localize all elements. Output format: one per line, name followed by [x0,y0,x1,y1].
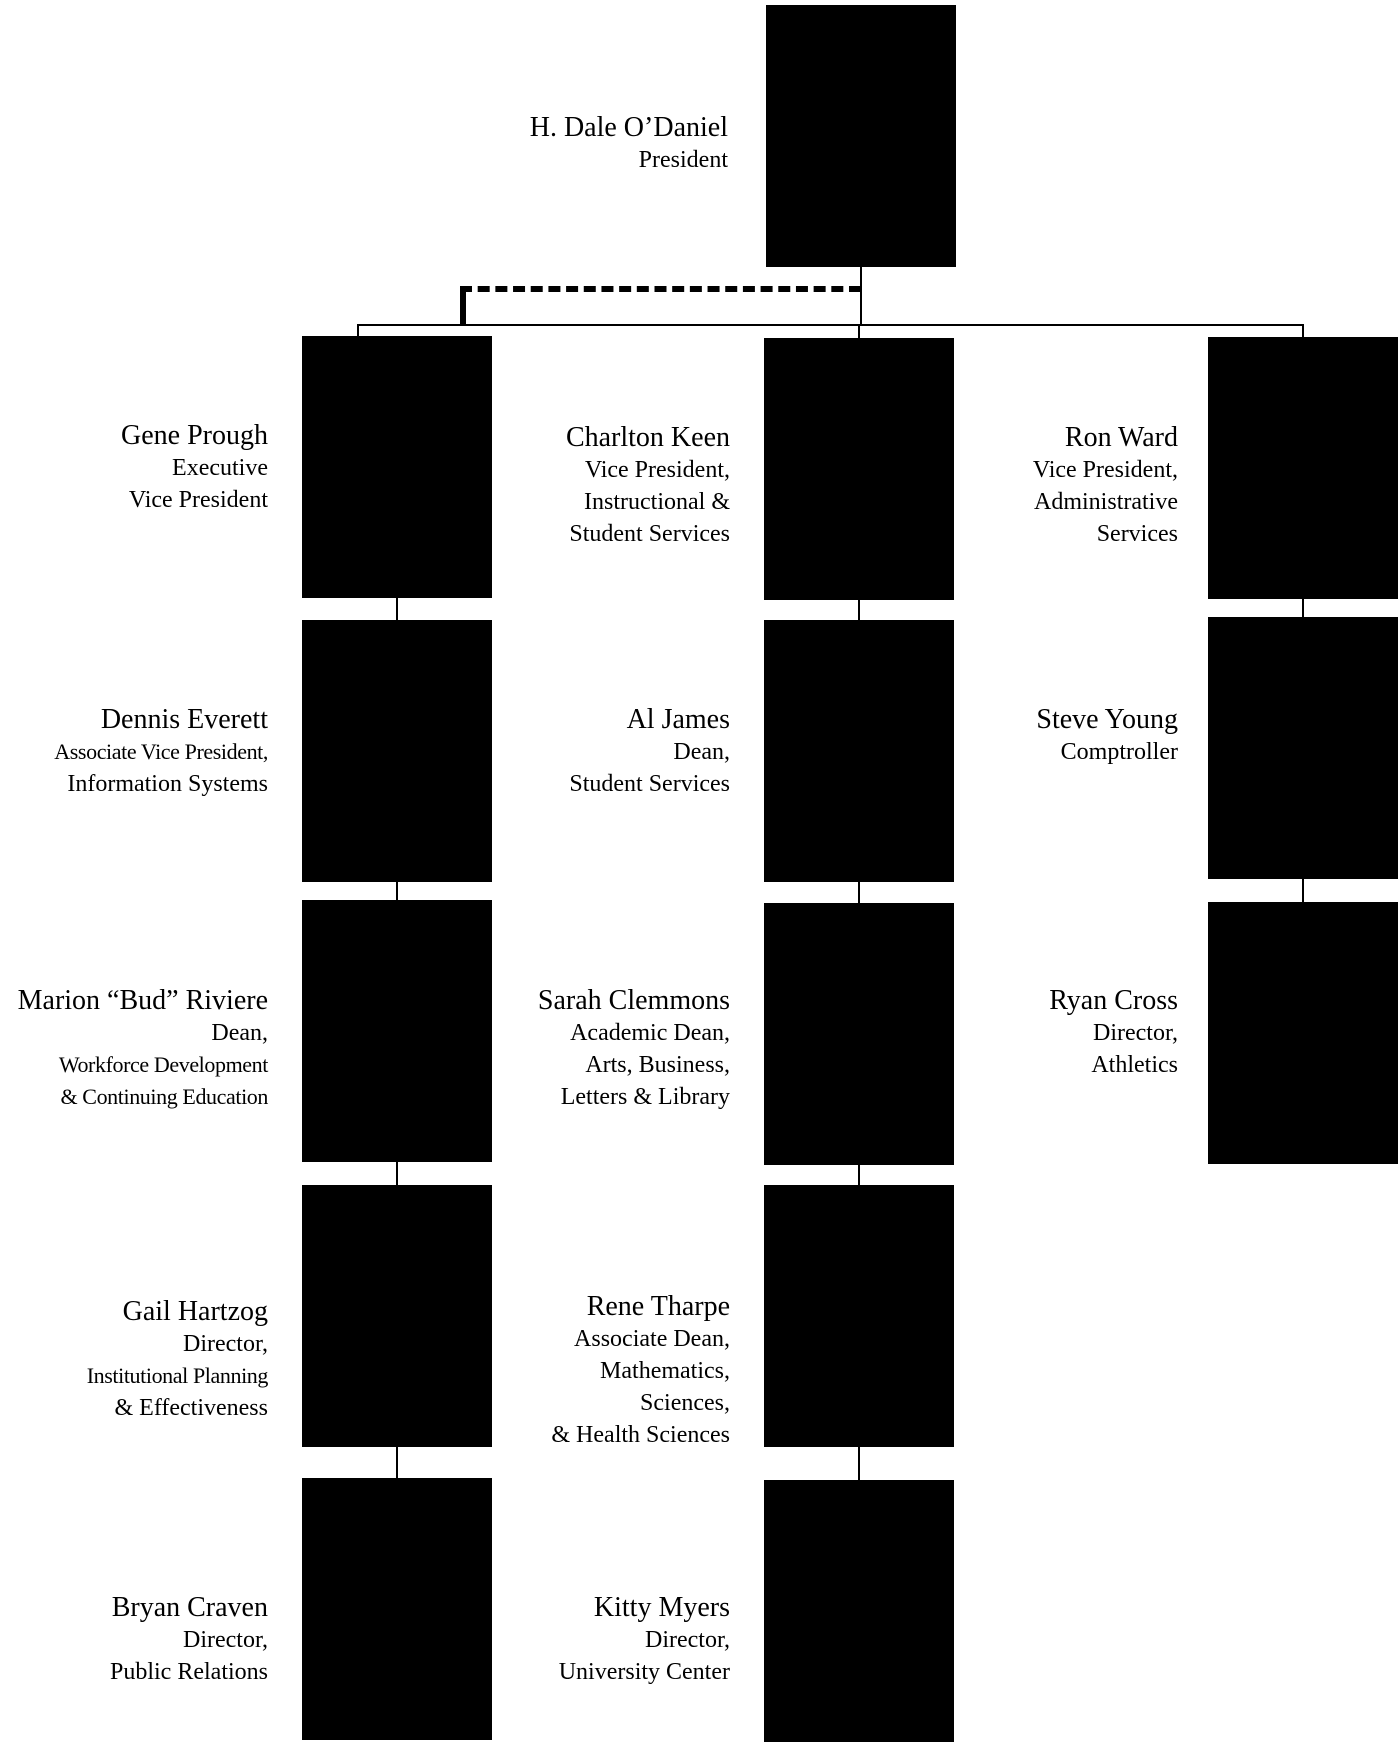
column-drop-line [1302,324,1304,337]
person-name: Ryan Cross [1049,985,1178,1016]
person-photo [302,1185,492,1447]
person-caption [569,704,730,800]
president-connector-line [860,267,862,325]
person-title-line: Services [1096,521,1178,547]
person-title-line: Sciences, [640,1390,730,1416]
person-title-line: Director, [1093,1020,1178,1046]
person-title-line: Instructional & [584,489,730,515]
person-title-line: Workforce Development [58,1052,268,1077]
person-title-line: & Health Sciences [551,1422,730,1448]
person-title-line: Student Services [569,521,730,547]
person-title-line: Public Relations [110,1659,268,1685]
vertical-connector-line [396,882,398,900]
person-title-line: University Center [558,1659,730,1685]
person-caption [18,985,268,1113]
person-title-line: Dean, [211,1020,268,1046]
vertical-connector-line [1302,599,1304,617]
person-caption [551,1291,730,1451]
person-title-line: & Continuing Education [60,1084,268,1109]
person-caption [110,1592,268,1688]
person-photo [1208,337,1398,599]
person-caption [559,1592,730,1688]
person-title-line: Academic Dean, [570,1020,730,1046]
person-caption [566,422,730,550]
person-title-line: Vice President [128,487,268,513]
vertical-connector-line [858,1447,860,1480]
person-name: Rene Tharpe [586,1291,730,1322]
person-photo [764,620,954,882]
person-title-line: Student Services [569,771,730,797]
person-caption [538,985,730,1113]
person-name: Gene Prough [121,420,268,451]
dashed-connector-line [460,286,861,292]
person-caption [530,112,728,176]
president-photo [766,5,956,267]
vertical-connector-line [396,1447,398,1478]
person-name: Dennis Everett [100,704,268,735]
person-name: Bryan Craven [111,1592,268,1623]
person-name: Ron Ward [1064,422,1178,453]
person-photo [764,903,954,1165]
person-photo [302,336,492,598]
person-caption [1036,704,1178,768]
person-title-line: Comptroller [1060,739,1178,765]
dashed-connector-drop [460,286,466,326]
person-name: Charlton Keen [565,422,730,453]
person-title-line: Vice President, [1032,457,1178,483]
person-caption [1049,985,1178,1081]
person-title-line: President [638,147,728,173]
vertical-connector-line [858,882,860,903]
person-title-line: Vice President, [584,457,730,483]
person-title-line: Dean, [673,739,730,765]
person-caption [121,420,268,516]
person-name: Kitty Myers [593,1592,730,1623]
person-title-line: Director, [183,1331,268,1357]
person-title-line: Mathematics, [600,1358,730,1384]
person-photo [302,900,492,1162]
person-title-line: Arts, Business, [585,1052,730,1078]
person-name: Gail Hartzog [122,1296,268,1327]
vertical-connector-line [858,1165,860,1185]
person-photo [1208,902,1398,1164]
person-title-line: Director, [645,1627,730,1653]
column-drop-line [858,324,860,338]
vertical-connector-line [1302,879,1304,902]
person-caption [54,704,268,800]
person-name: Sarah Clemmons [537,985,730,1016]
person-title-line: Letters & Library [560,1084,730,1110]
vertical-connector-line [396,1162,398,1185]
person-photo [764,1480,954,1742]
person-title-line: Executive [172,455,268,481]
person-name: H. Dale O’Daniel [529,112,728,143]
column-drop-line [357,324,359,336]
person-caption [1033,422,1178,550]
person-name: Marion “Bud” Riviere [17,985,268,1016]
person-title-line: Director, [183,1627,268,1653]
vertical-connector-line [396,598,398,620]
person-photo [302,1478,492,1740]
person-name: Steve Young [1036,704,1178,735]
person-title-line: & Effectiveness [114,1395,268,1421]
horizontal-bus-line [357,324,1303,326]
person-caption [87,1296,268,1424]
person-photo [764,338,954,600]
person-title-line: Information Systems [67,771,268,797]
person-photo [1208,617,1398,879]
person-photo [764,1185,954,1447]
person-title-line: Associate Vice President, [54,739,268,764]
person-title-line: Athletics [1091,1052,1178,1078]
person-name: Al James [626,704,730,735]
person-title-line: Associate Dean, [574,1326,730,1352]
person-title-line: Administrative [1034,489,1178,515]
person-title-line: Institutional Planning [86,1363,268,1388]
person-photo [302,620,492,882]
vertical-connector-line [858,600,860,620]
